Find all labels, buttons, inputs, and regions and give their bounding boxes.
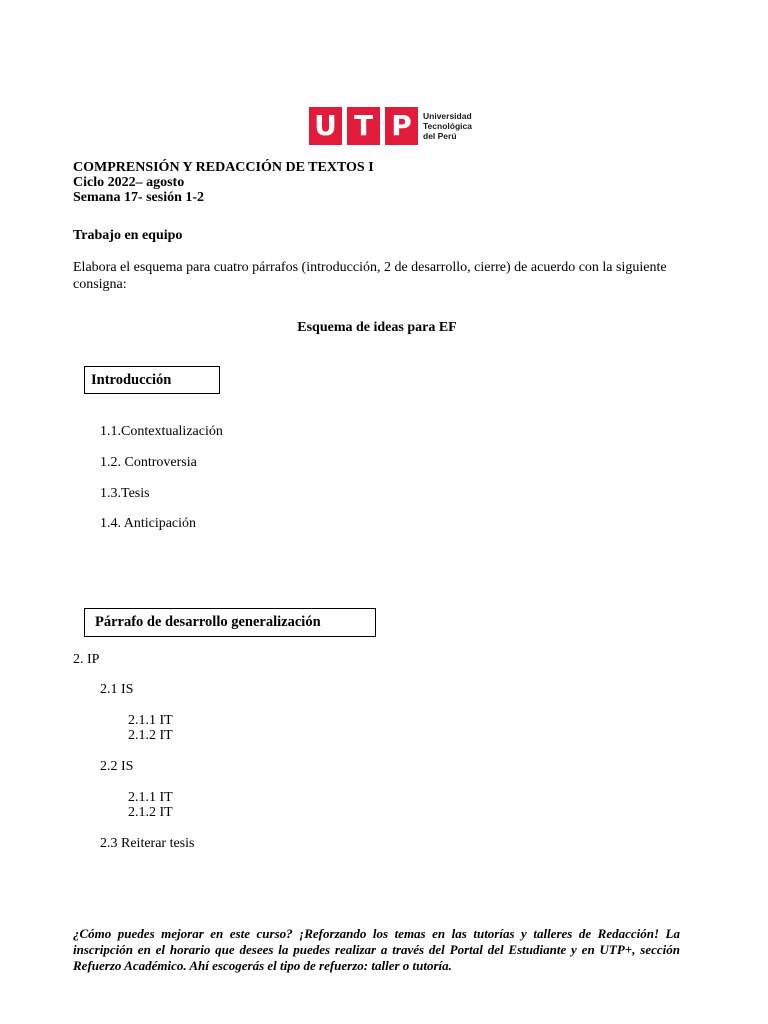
is-1-item-2: 2.1.2 IT (128, 728, 173, 743)
course-title: COMPRENSIÓN Y REDACCIÓN DE TEXTOS I (73, 160, 374, 175)
logo-line-1: Universidad (423, 111, 472, 121)
is-1-line: 2.1 IS (100, 682, 134, 697)
logo-letter-u: U (314, 109, 337, 142)
development-heading: Párrafo de desarrollo generalización (84, 608, 376, 637)
intro-item-4: 1.4. Anticipación (100, 516, 197, 531)
week-line: Semana 17- sesión 1-2 (73, 190, 205, 205)
task-instructions: Elabora el esquema para cuatro párrafos (introducción, 2 de desarrollo, cierre) de acuerdo con la siguiente consigna: (73, 260, 667, 292)
logo-line-3: del Perú (423, 131, 457, 141)
intro-item-1: 1.1.Contextualización (100, 424, 223, 439)
is-3-line: 2.3 Reiterar tesis (100, 836, 195, 851)
cycle-line: Ciclo 2022– agosto (73, 175, 185, 190)
logo-letter-p: P (391, 109, 412, 142)
schema-title: Esquema de ideas para EF (297, 320, 457, 335)
is-1-item-1: 2.1.1 IT (128, 713, 173, 728)
is-2-line: 2.2 IS (100, 759, 134, 774)
logo-letter-t: T (353, 109, 374, 142)
intro-heading: Introducción (84, 366, 220, 394)
utp-logo (309, 107, 471, 145)
ip-line: 2. IP (73, 652, 100, 667)
footer-note: ¿Cómo puedes mejorar en este curso? ¡Reforzando los temas en las tutorías y talleres de Redacción! La inscripción en el horario que desees la puedes realizar a través del Portal del Estudiante y en UTP+, sección Refuerzo Académico. Ahí escogerás el tipo de refuerzo: taller o tutoría. (73, 926, 680, 973)
logo-wordmark (423, 111, 471, 141)
logo-line-2: Tecnológica (423, 121, 472, 131)
intro-item-2: 1.2. Controversia (100, 455, 197, 470)
task-title: Trabajo en equipo (73, 228, 183, 243)
intro-item-3: 1.3.Tesis (100, 486, 150, 501)
is-2-item-1: 2.1.1 IT (128, 790, 173, 805)
is-2-item-2: 2.1.2 IT (128, 805, 173, 820)
